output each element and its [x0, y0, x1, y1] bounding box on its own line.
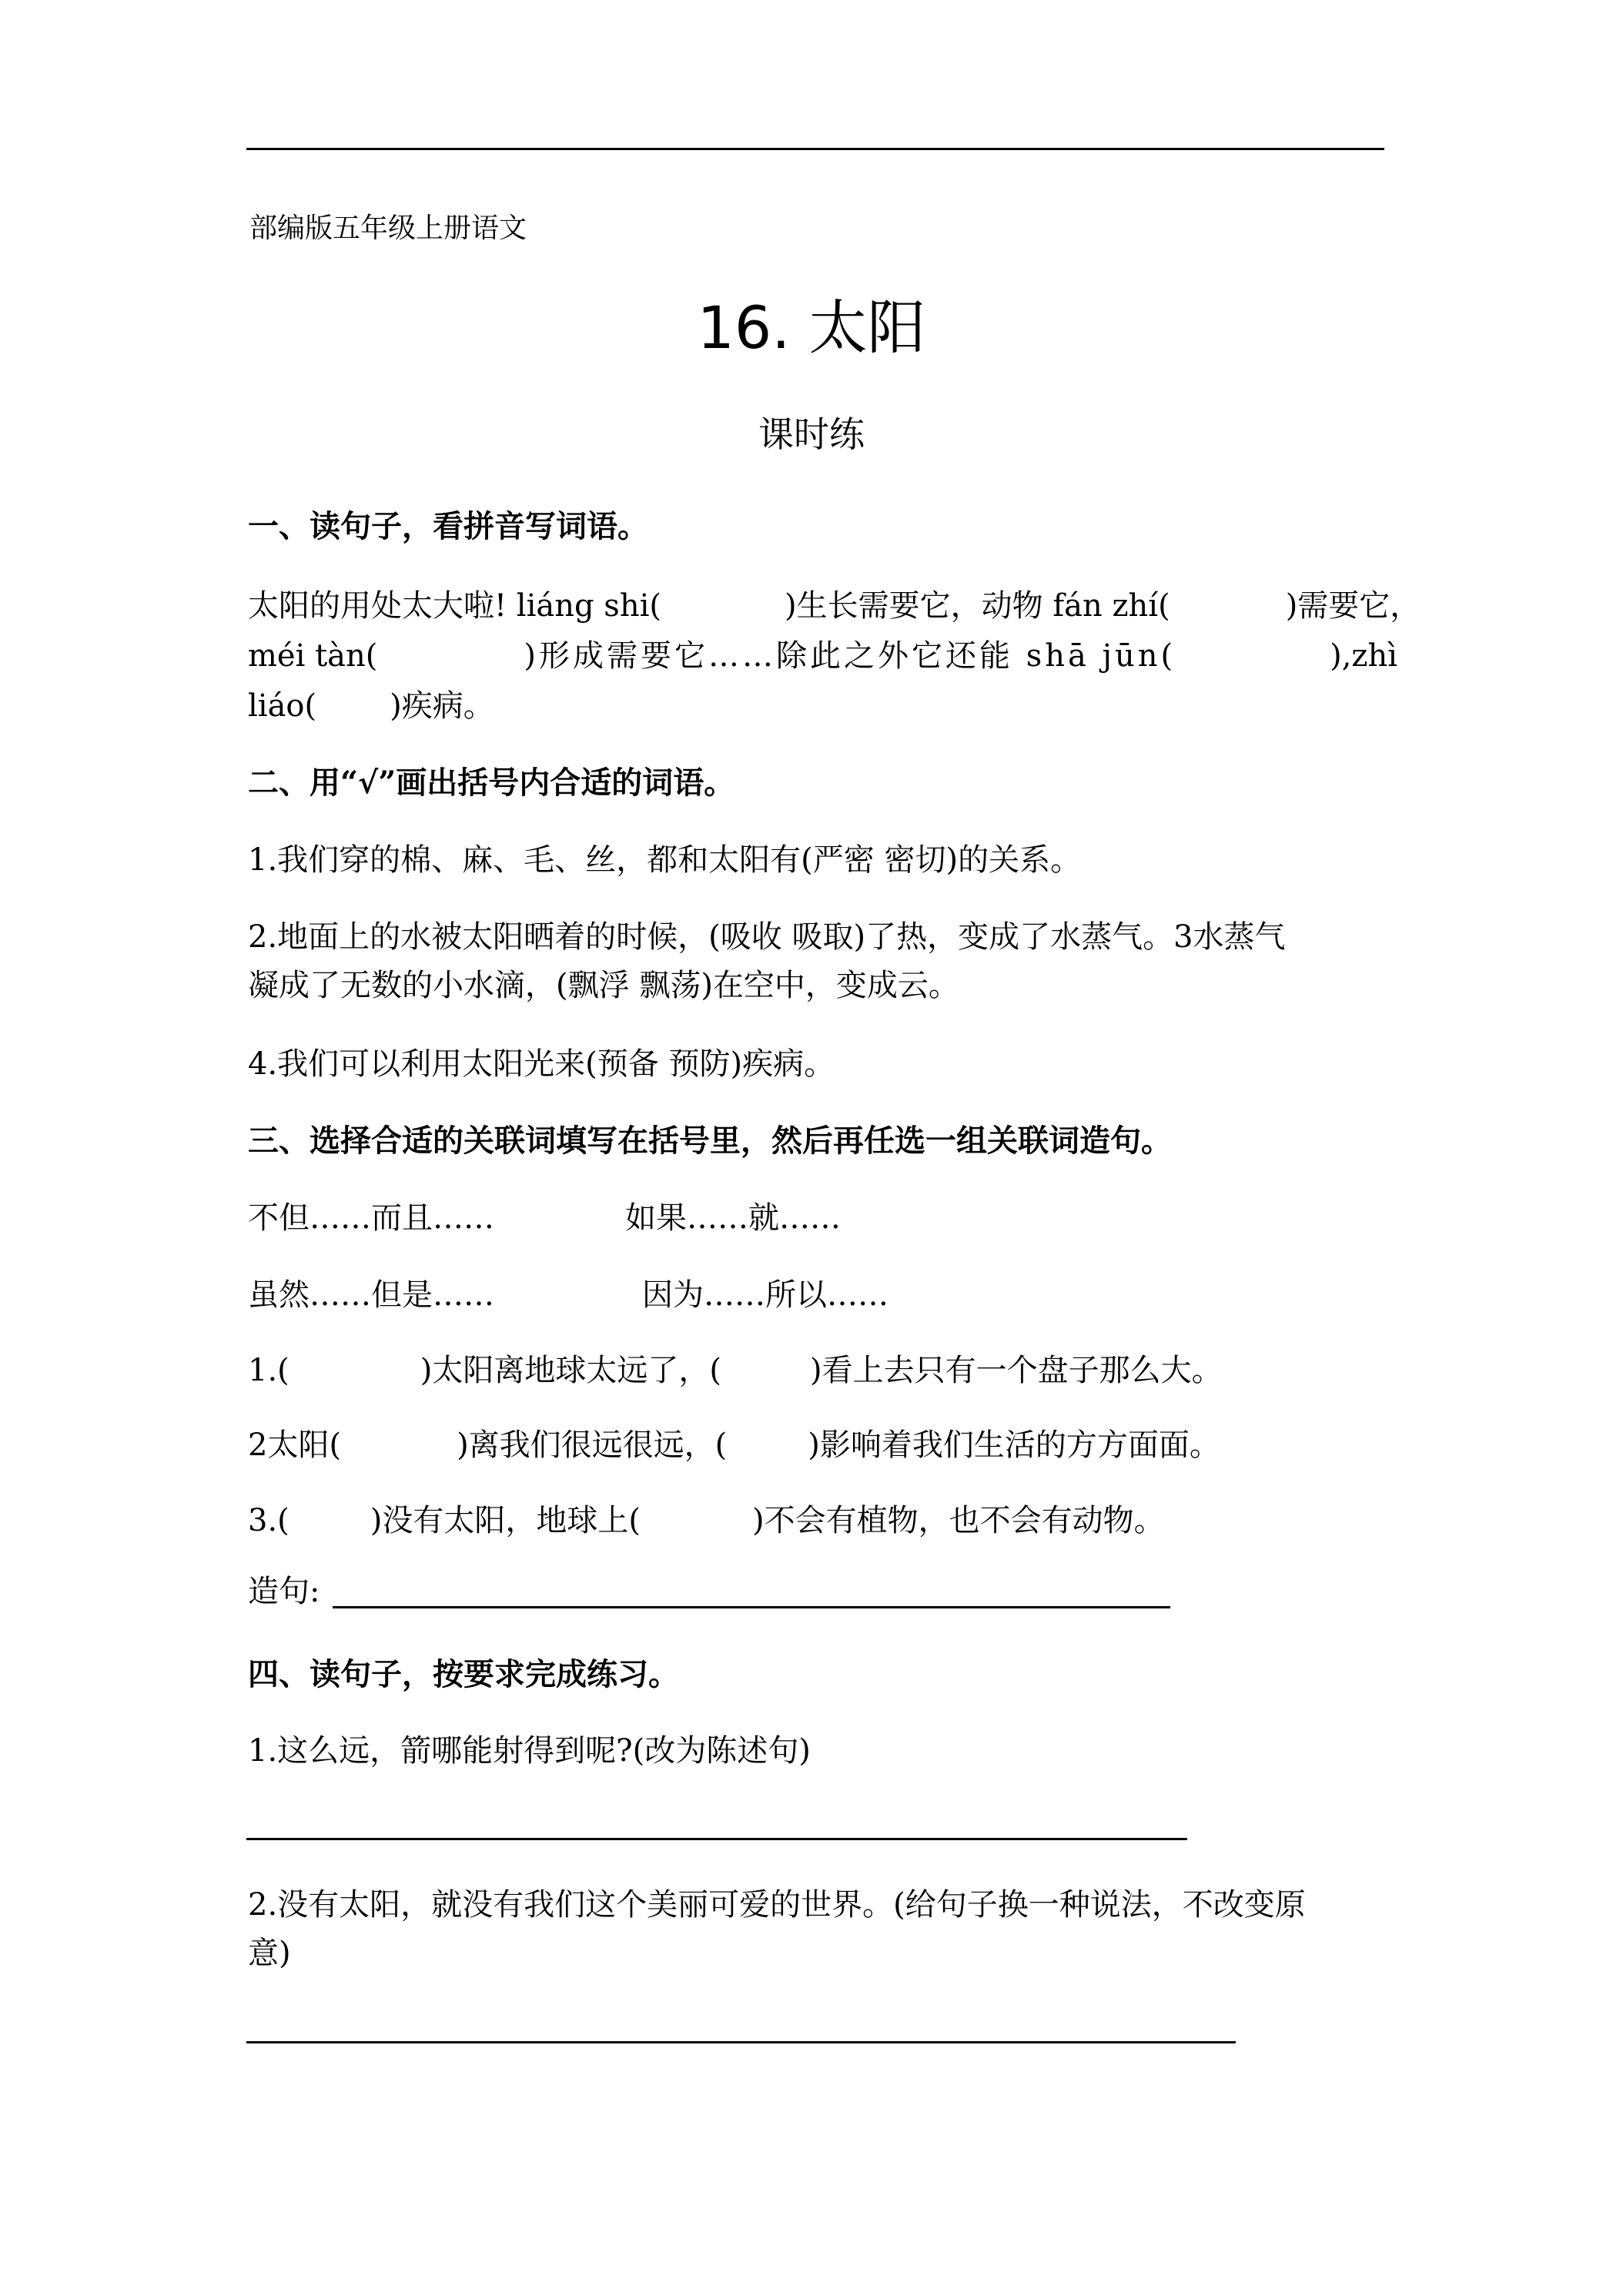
s1-text-5: )形成需要它……除此之外它还能 shā jūn(: [524, 638, 1176, 674]
s3q1-text-3: )看上去只有一个盘子那么大。: [810, 1353, 1223, 1388]
s3q3-text-2: )没有太阳，地球上(: [370, 1503, 641, 1538]
s3-question-2: [248, 1421, 1220, 1464]
conjunction-option-4: 因为……所以……: [642, 1277, 888, 1313]
conjunction-option-1: 不但……而且……: [248, 1200, 494, 1236]
s2-question-1: 1.我们穿的棉、麻、毛、丝，都和太阳有(严密 密切)的关系。: [248, 842, 1082, 878]
section2-heading: 二、用“√”画出括号内合适的词语。: [248, 765, 735, 801]
section4-heading: 四、读句子，按要求完成练习。: [248, 1656, 679, 1692]
header-rule: [246, 148, 1384, 150]
s4q2-answer-line[interactable]: [246, 2041, 1236, 2043]
section1-line2: [248, 631, 1397, 675]
conjunction-option-2: 如果……就……: [625, 1200, 841, 1236]
s1-text-7: liáo(: [248, 688, 317, 724]
s1-text-1: 太阳的用处太大啦! liáng shi(: [248, 588, 661, 624]
s3q1-text-1: 1.(: [248, 1353, 289, 1388]
section1-line1: [248, 581, 1421, 625]
s3q1-text-2: )太阳离地球太远了，(: [420, 1353, 721, 1388]
section3-heading: 三、选择合适的关联词填写在括号里，然后再任选一组关联词造句。: [248, 1123, 1172, 1159]
s4-question-2b: 意): [248, 1936, 291, 1971]
s3-question-3: [248, 1496, 1165, 1540]
s2-question-4: 4.我们可以利用太阳光来(预备 预防)疾病。: [248, 1046, 835, 1082]
s2-question-2b: 凝成了无数的小水滴，(飘浮 飘荡)在空中，变成云。: [248, 968, 959, 1003]
s3q3-text-1: 3.(: [248, 1503, 289, 1538]
conjunction-option-3: 虽然……但是……: [248, 1277, 494, 1313]
s1-text-4: méi tàn(: [248, 638, 378, 674]
sentence-label: 造句:: [248, 1574, 320, 1609]
textbook-label: 部编版五年级上册语文: [249, 213, 527, 244]
lesson-subtitle: 课时练: [758, 413, 865, 455]
s3q2-text-2: )离我们很远很远，(: [457, 1427, 728, 1463]
section1-heading: 一、读句子，看拼音写词语。: [248, 508, 648, 544]
s3q2-text-1: 2太阳(: [248, 1427, 342, 1463]
s2-question-2a: 2.地面上的水被太阳晒着的时候，(吸收 吸取)了热，变成了水蒸气。3水蒸气: [248, 919, 1286, 955]
s4q1-answer-line[interactable]: [246, 1838, 1187, 1840]
s3q2-text-3: )影响着我们生活的方方面面。: [808, 1427, 1220, 1463]
s3-question-1: [248, 1346, 1223, 1390]
lesson-title: 16. 太阳: [697, 293, 926, 362]
s4-question-2a: 2.没有太阳，就没有我们这个美丽可爱的世界。(给句子换一种说法，不改变原: [248, 1887, 1306, 1923]
s1-text-8: )疾病。: [390, 688, 494, 724]
section1-line3: [248, 681, 494, 725]
sentence-answer-line[interactable]: [333, 1606, 1170, 1608]
s3q3-text-3: )不会有植物，也不会有动物。: [752, 1503, 1165, 1538]
s4-question-1: 1.这么远，箭哪能射得到呢?(改为陈述句): [248, 1733, 811, 1769]
s1-text-3: )需要它，: [1285, 588, 1421, 624]
s1-text-2: )生长需要它，动物 fán zhí(: [785, 588, 1170, 624]
s1-text-6: ),zhì: [1330, 638, 1398, 674]
